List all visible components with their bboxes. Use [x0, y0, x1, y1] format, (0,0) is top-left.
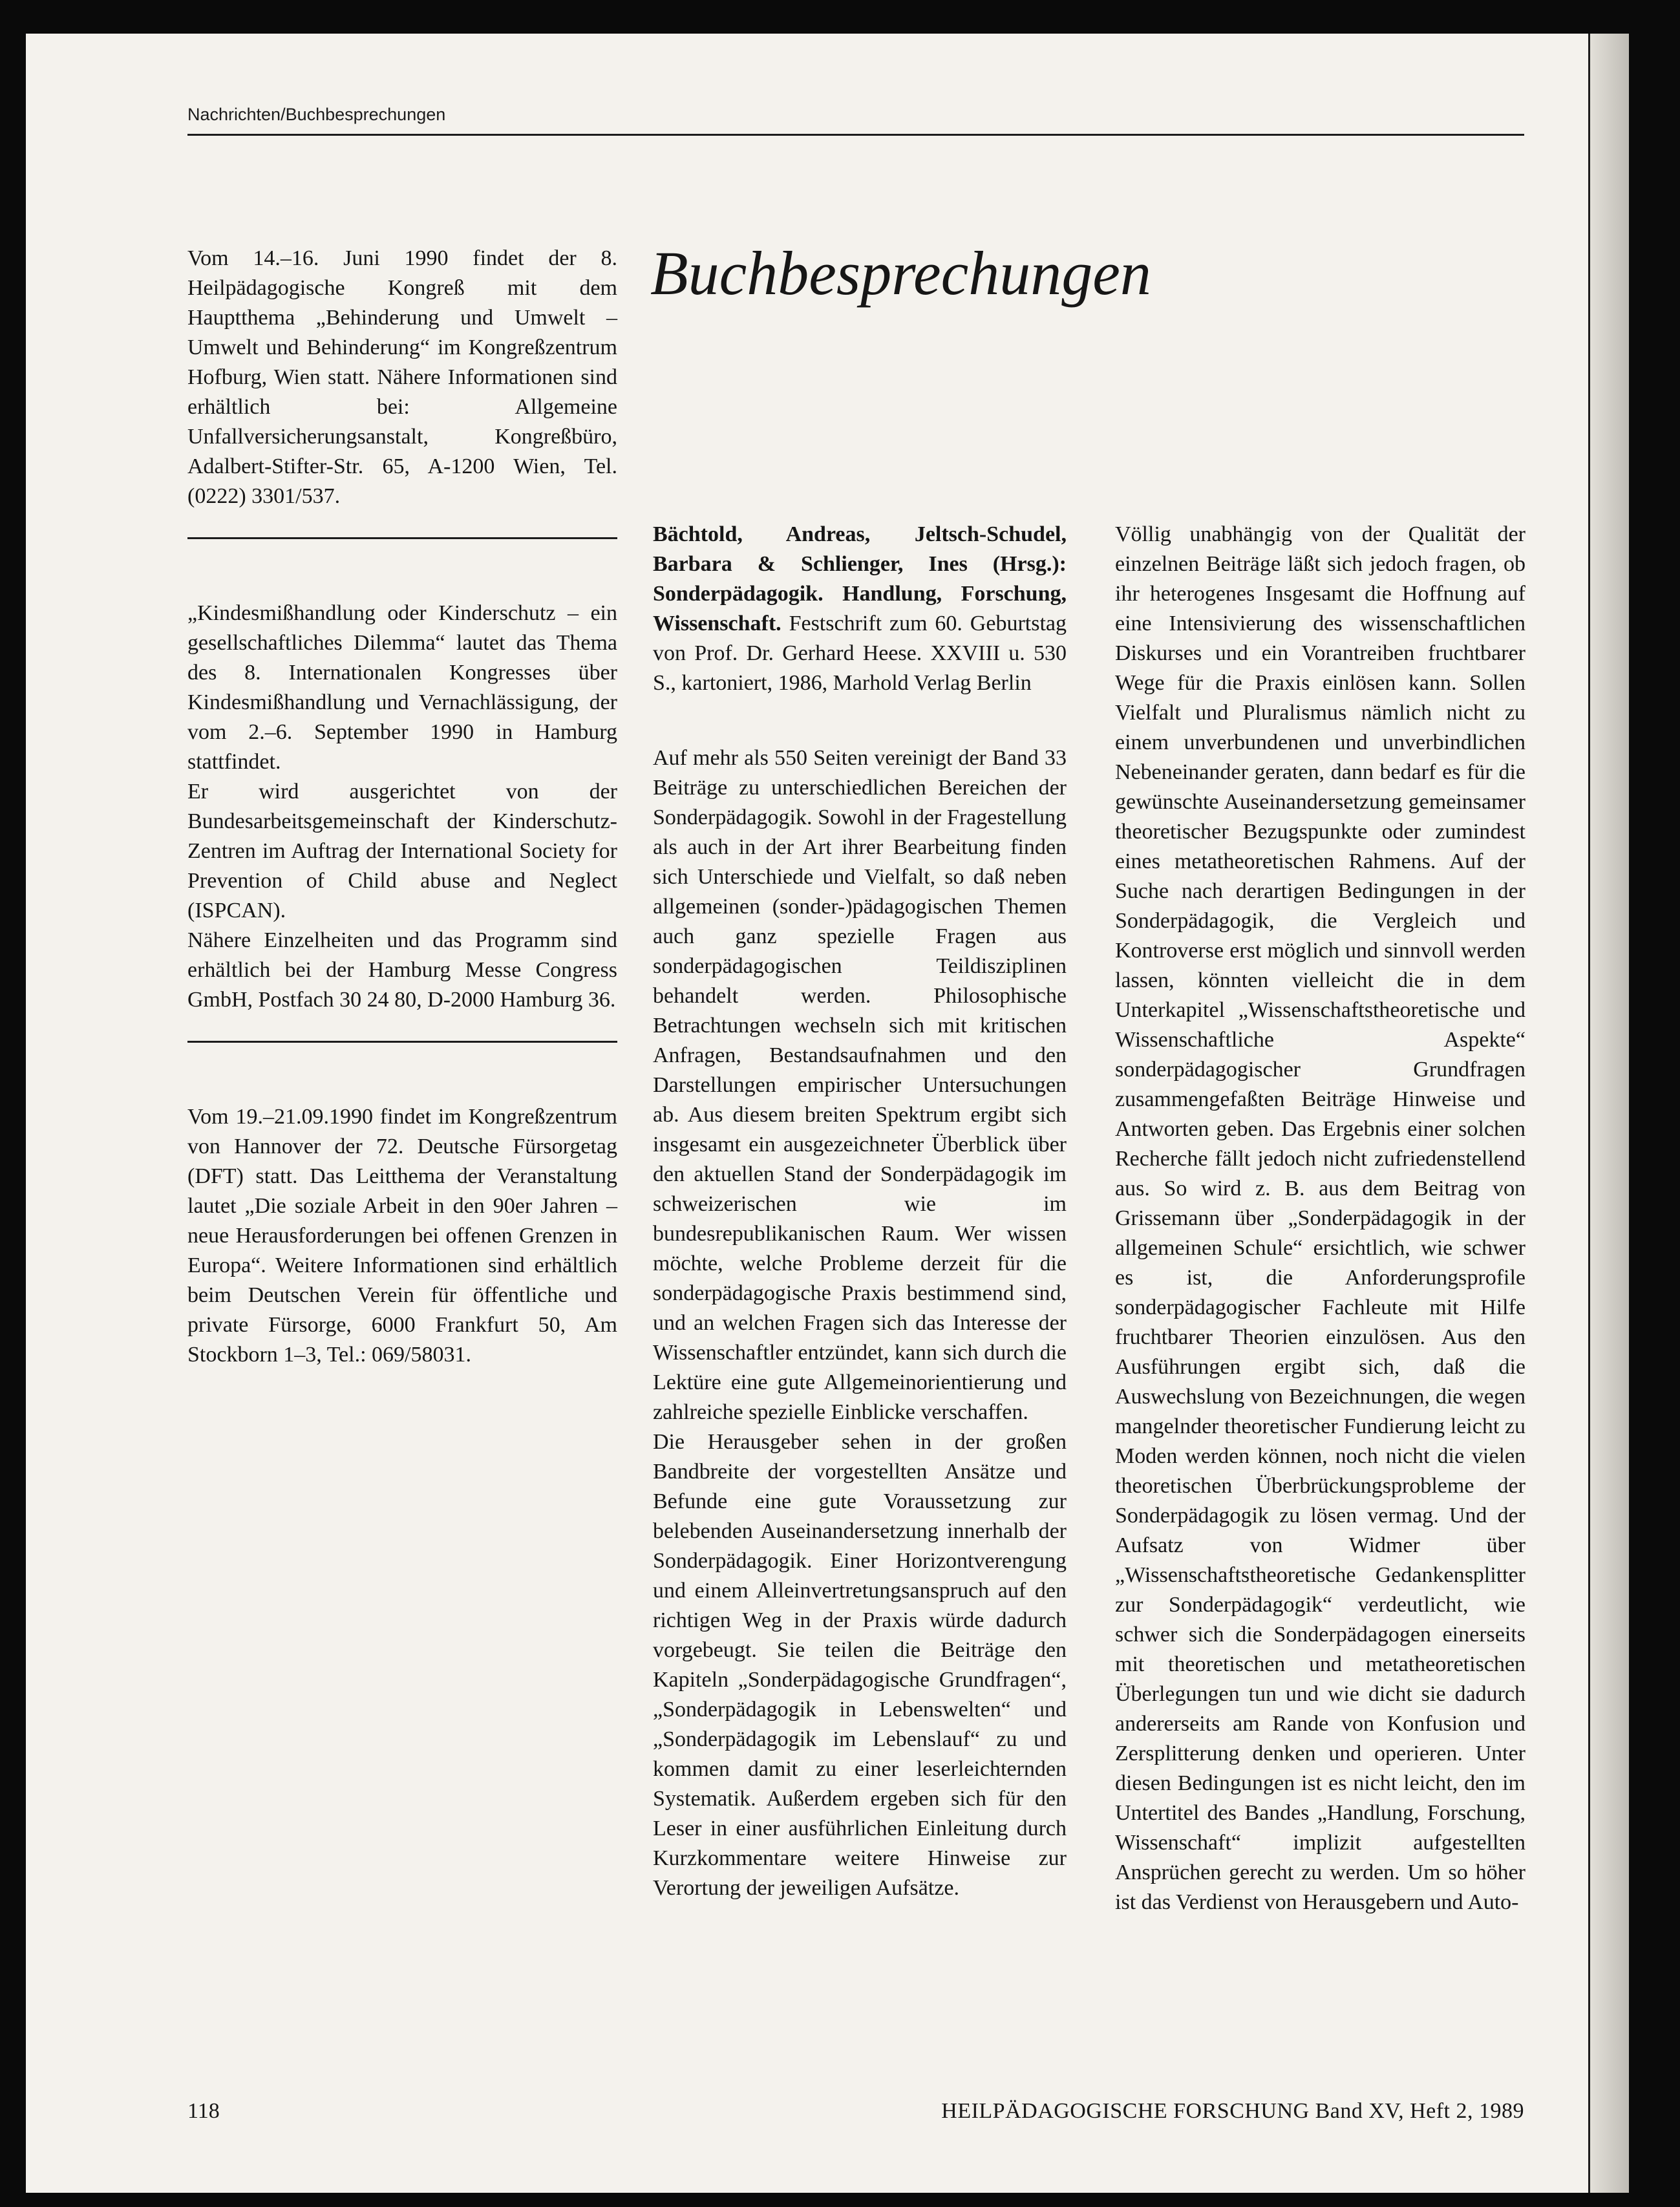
review-paragraph-3: Völlig unabhängig von der Qualität der einzelnen Beiträge läßt sich jedoch fragen, ob ihr heterogenes Insgesamt die Hoffnung auf eine Intensivierung des wissenschaftlichen Diskurses und ein Vorantreiben fruchtbarer Wege für die Praxis einlösen kann. Sollen Vielfalt und Pluralismus nämlich nicht zu einem unverbundenen und unverbindlichen Nebeneinander geraten, dann bedarf es für die gewünschte Auseinandersetzung gemeinsamer theoretischer Bezugspunkte oder zumindest eines metatheoretischen Rahmens. Auf der Suche nach derartigen Bedingungen in der Sonderpädagogik, die Vergleich und Kontroverse erst möglich und sinnvoll werden lassen, könnten vielleicht die in dem Unterkapitel „Wissenschaftstheoretische und Wissenschaftliche Aspekte“ sonderpädagogischer Grundfragen zusammengefaßten Beiträge Hinweise und Antworten geben. Das Ergebnis einer solchen Recherche fällt jedoch nicht zufriedenstellend aus. So wird z. B. aus dem Beitrag von Grissemann über „Sonderpädagogik in der allgemeinen Schule“ ersichtlich, wie schwer es ist, die Anforderungsprofile sonderpädagogischer Fachleute mit Hilfe fruchtbarer Theorien einzulösen. Aus den Ausführungen ergibt sich, daß die Auswechslung von Bezeichnungen, die wegen mangelnder theoretischer Fundierung leicht zu Moden werden können, noch nicht die vielen theoretischen Überbrückungsprobleme der Sonderpädagogik zu lösen vermag. Und der Aufsatz von Widmer über „Wissenschaftstheoretische Gedankensplitter zur Sonderpädagogik“ verdeutlicht, wie schwer sich die Sonderpädagogen einerseits mit theoretischen und metatheoretischen Überlegungen tun und wie dicht sie dadurch andererseits am Rande von Konfusion und Zersplitterung denken und operieren. Unter diesen Bedingungen ist es nicht leicht, den im Untertitel des Bandes „Handlung, Forschung, Wissenschaft“ implizit aufgestellten Ansprüchen gerecht zu werden. Um so höher ist das Verdienst von Herausgebern und Auto- — [1115, 522, 1526, 1914]
bibliographic-authors-title: Bächtold, Andreas, Jeltsch-Schudel, Barbara & Schlienger, Ines (Hrsg.): Sonderpädagogik. Handlung, Forschung, Wissenschaft. — [653, 522, 1067, 635]
review-paragraph-2: Die Herausgeber sehen in der großen Bandbreite der vorgestellten Ansätze und Befunde eine gute Voraussetzung zur belebenden Auseinandersetzung innerhalb der Sonderpädagogik. Einer Horizontverengung und einem Alleinvertretungsanspruch auf den richtigen Weg in der Praxis würde dadurch vorgebeugt. Sie teilen die Beiträge den Kapiteln „Sonderpädagogische Grundfragen“, „Sonderpädagogik in Lebenswelten“ und „Sonderpädagogik im Lebenslauf“ zu und kommen damit zu einer leserleichternden Systematik. Außerdem ergeben sich für den Leser in einer ausführlichen Einleitung durch Kurzkommentare weitere Hinweise zur Verortung der jeweiligen Aufsätze. — [653, 1430, 1067, 1900]
journal-footer: HEILPÄDAGOGISCHE FORSCHUNG Band XV, Heft 2, 1989 — [941, 2099, 1524, 2123]
notice-kongress-wien: Vom 14.–16. Juni 1990 findet der 8. Heilpädagogische Kongreß mit dem Hauptthema „Behinderung und Umwelt – Umwelt und Behinderung“ im Kongreßzentrum Hofburg, Wien statt. Nähere Informationen sind erhältlich bei: Allgemeine Unfallversicherungsanstalt, Kongreßbüro, Adalbert-Stifter-Str. 65, A-1200 Wien, Tel. (0222) 3301/537. — [187, 246, 617, 508]
paragraph-gap — [653, 698, 1067, 743]
news-column — [187, 244, 617, 1370]
review-paragraph-1: Auf mehr als 550 Seiten vereinigt der Band 33 Beiträge zu unterschiedlichen Bereichen der Sonderpädagogik. Sowohl in der Fragestellung als auch in der Art ihrer Bearbeitung finden sich Unterschiede und Vielfalt, so daß neben allgemeinen (sonder-)pädagogischen Themen auch ganz spezielle Fragen aus sonderpädagogischen Teildisziplinen behandelt werden. Philosophische Betrachtungen wechseln sich mit kritischen Anfragen, Bestandsaufnahmen und den Darstellungen empirischer Untersuchungen ab. Aus diesem breiten Spektrum ergibt sich insgesamt ein ausgezeichneter Überblick über den aktuellen Stand der Sonderpädagogik im schweizerischen wie im bundesrepublikanischen Raum. Wer wissen möchte, welche Probleme derzeit für die sonderpädagogische Praxis bestimmend sind, und an welchen Fragen sich das Interesse der Wissenschaftler entzündet, kann sich durch die Lektüre eine gute Allgemeinorientierung und zahlreiche spezielle Einblicke verschaffen. — [653, 746, 1067, 1424]
separator-rule — [187, 537, 617, 539]
running-head: Nachrichten/Buchbesprechungen — [187, 105, 446, 124]
journal-page — [26, 34, 1629, 2193]
header-rule — [187, 134, 1524, 136]
bibliographic-details: Festschrift zum 60. Geburtstag von Prof. Dr. Gerhard Heese. XXVIII u. 530 S., kartoniert, 1986, Marhold Verlag Berlin — [653, 612, 1067, 695]
page-binding-edge — [1588, 34, 1629, 2193]
review-column-2 — [1115, 520, 1526, 1917]
notice-kindesmisshandlung-contact: Nähere Einzelheiten und das Programm sind erhältlich bei der Hamburg Messe Congress GmbH, Postfach 30 24 80, D-2000 Hamburg 36. — [187, 928, 617, 1012]
notice-kindesmisshandlung-organizer: Er wird ausgerichtet von der Bundesarbeitsgemeinschaft der Kinderschutz-Zentren im Auftrag der International Society for Prevention of Child abuse and Neglect (ISPCAN). — [187, 780, 617, 922]
notice-kindesmisshandlung: „Kindesmißhandlung oder Kinderschutz – ein gesellschaftliches Dilemma“ lautet das Thema des 8. Internationalen Kongresses über Kindesmißhandlung und Vernachlässigung, der vom 2.–6. September 1990 in Hamburg stattfindet. — [187, 601, 617, 774]
separator-rule — [187, 1041, 617, 1043]
review-column-1 — [653, 520, 1067, 1903]
notice-fuersorgetag: Vom 19.–21.09.1990 findet im Kongreßzentrum von Hannover der 72. Deutsche Fürsorgetag (DFT) statt. Das Leitthema der Veranstaltung lautet „Die soziale Arbeit in den 90er Jahren – neue Herausforderungen bei offenen Grenzen in Europa“. Weitere Informationen sind erhältlich beim Deutschen Verein für öffentliche und private Fürsorge, 6000 Frankfurt 50, Am Stockborn 1–3, Tel.: 069/58031. — [187, 1105, 617, 1367]
section-title: Buchbesprechungen — [650, 239, 1151, 308]
page-number: 118 — [187, 2099, 220, 2123]
bibliographic-entry — [653, 520, 1067, 698]
